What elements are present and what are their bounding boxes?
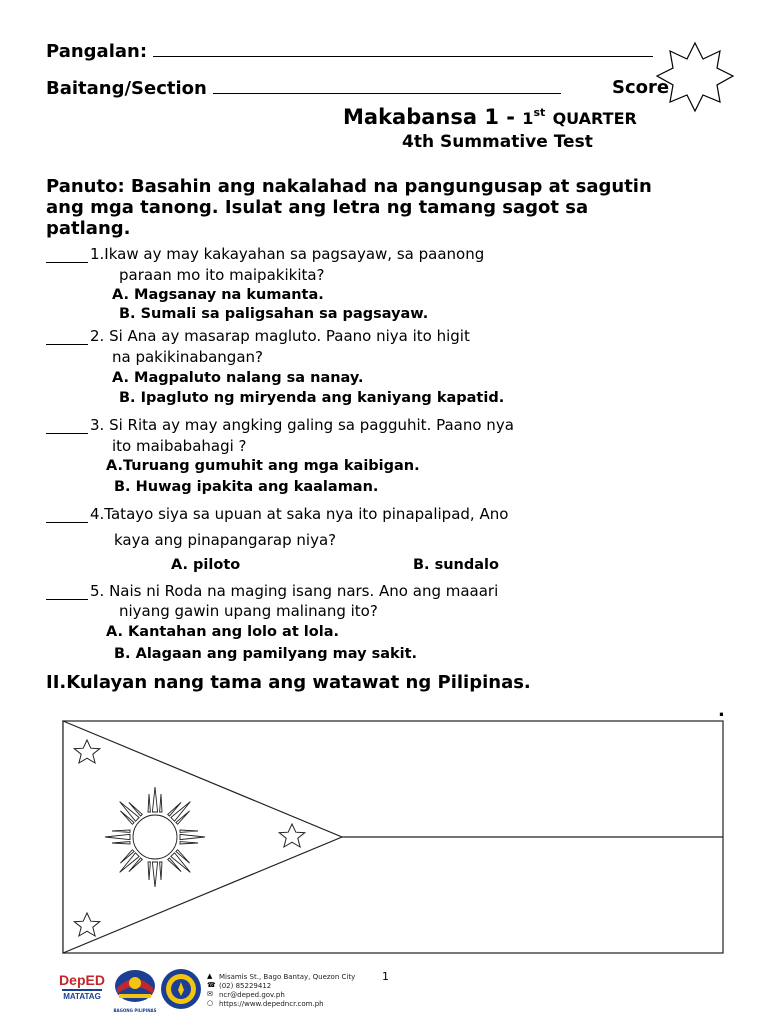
email-icon: ✉ (207, 990, 213, 998)
question-2-continuation: na pakikinabangan? (112, 348, 263, 366)
question-1-continuation: paraan mo ito maipakikita? (119, 266, 325, 284)
score-label: Score (612, 77, 670, 98)
section-label: Baitang/Section (46, 78, 207, 99)
phone-icon: ☎ (207, 981, 216, 989)
page-title (343, 105, 637, 129)
philippine-flag-outline[interactable] (62, 720, 724, 954)
bagong-pilipinas-text: BAGONG PILIPINAS (113, 1008, 157, 1013)
question-3-choice-b: B. Huwag ipakita ang kaalaman. (114, 479, 379, 495)
question-1-text: 1.Ikaw ay may kakayahan sa pagsayaw, sa paanong (90, 245, 485, 263)
score-star-icon (653, 40, 737, 114)
question-1-choice-a: A. Magsanay na kumanta. (112, 287, 324, 303)
footer-website[interactable]: https://www.depedncr.com.ph (219, 1000, 324, 1008)
deped-matatag-logo (58, 972, 106, 1014)
subject-title: Makabansa 1 - (343, 105, 515, 129)
question-2-choice-a: A. Magpaluto nalang sa nanay. (112, 370, 364, 386)
bagong-pilipinas-logo (113, 968, 157, 1014)
question-4-choice-b: B. sundalo (413, 557, 499, 573)
question-3-continuation: ito maibabahagi ? (112, 437, 247, 455)
answer-blank-5[interactable] (46, 585, 88, 600)
part2-instruction: II.Kulayan nang tama ang watawat ng Pilipinas. (46, 672, 531, 693)
footer-contact-icons (207, 972, 216, 1008)
question-2 (46, 327, 470, 345)
question-5 (46, 582, 498, 600)
question-5-text: 5. Nais ni Roda na maging isang nars. Ano ang maaari (90, 582, 499, 600)
name-field[interactable] (153, 40, 653, 57)
page-number: 1 (382, 970, 389, 983)
question-1-choice-b: B. Sumali sa paligsahan sa pagsayaw. (119, 306, 429, 322)
matatag-logo-text: MATATAG (63, 992, 101, 1001)
answer-blank-3[interactable] (46, 419, 88, 434)
deped-logo-rule (62, 989, 102, 991)
quarter-word: QUARTER (552, 109, 637, 128)
question-2-text: 2. Si Ana ay masarap magluto. Paano niya ito higit (90, 327, 470, 345)
web-icon: ○ (207, 999, 214, 1007)
part2-dot: . (718, 700, 725, 721)
question-3-text: 3. Si Rita ay may angking galing sa pagguhit. Paano nya (90, 416, 514, 434)
test-name: 4th Summative Test (402, 132, 593, 152)
question-5-choice-a: A. Kantahan ang lolo at lola. (106, 624, 339, 640)
question-2-choice-b: B. Ipagluto ng miryenda ang kaniyang kapatid. (119, 390, 505, 406)
question-4-continuation: kaya ang pinapangarap niya? (114, 531, 337, 549)
question-4-text: 4.Tatayo siya sa upuan at saka nya ito pinapalipad, Ano (90, 505, 509, 523)
question-3-choice-a: A.Turuang gumuhit ang mga kaibigan. (106, 458, 420, 474)
question-4 (46, 505, 508, 523)
bagong-pilipinas-icon (113, 968, 157, 1004)
question-5-choice-b: B. Alagaan ang pamilyang may sakit. (114, 646, 418, 662)
footer-phone: (02) 85229412 (219, 982, 272, 990)
section-field[interactable] (213, 77, 561, 94)
section-row (46, 77, 561, 99)
question-3 (46, 416, 514, 434)
footer-address: Misamis St., Bago Bantay, Quezon City (219, 973, 356, 981)
question-5-continuation: niyang gawin upang malinang ito? (119, 602, 378, 620)
quarter-number: 1 (522, 109, 534, 128)
instruction-line-1: Panuto: Basahin ang nakalahad na pangungusap at sagutin (46, 176, 652, 197)
instruction-line-3: patlang. (46, 218, 131, 239)
name-row (46, 40, 653, 62)
instruction-line-2: ang mga tanong. Isulat ang letra ng tamang sagot sa (46, 197, 589, 218)
footer-email: ncr@deped.gov.ph (219, 991, 285, 999)
answer-blank-1[interactable] (46, 248, 88, 263)
location-icon: ▲ (207, 972, 213, 980)
deped-logo-text: DepED (59, 972, 105, 988)
answer-blank-2[interactable] (46, 330, 88, 345)
name-label: Pangalan: (46, 41, 148, 62)
question-1 (46, 245, 484, 263)
quarter-superscript: st (533, 106, 546, 119)
deped-seal-icon (160, 968, 202, 1010)
sun-icon (105, 787, 205, 887)
answer-blank-4[interactable] (46, 508, 88, 523)
question-4-choice-a: A. piloto (171, 557, 241, 573)
